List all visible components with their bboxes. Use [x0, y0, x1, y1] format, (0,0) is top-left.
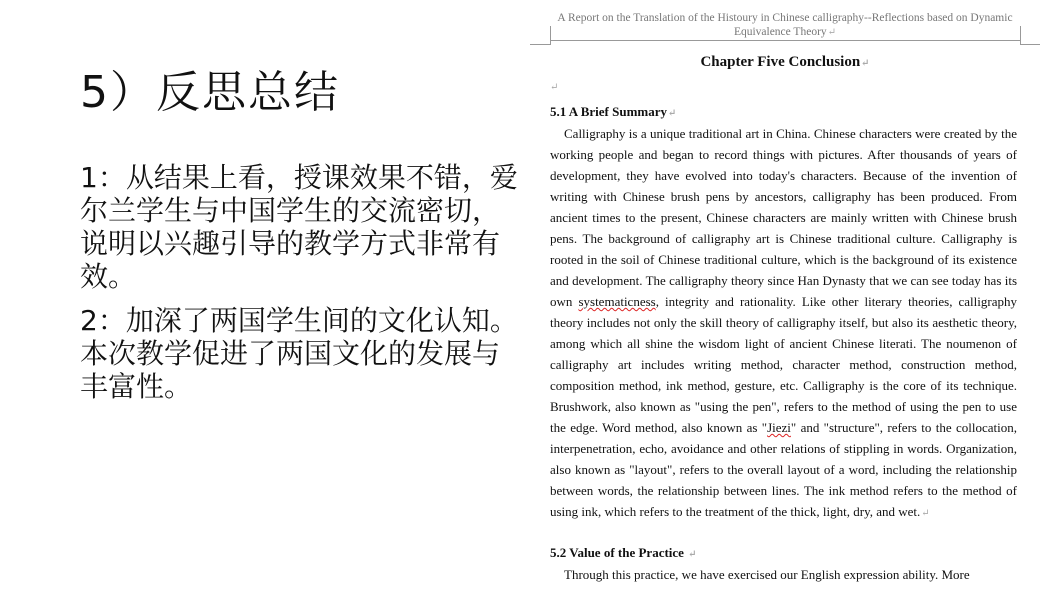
paragraph-mark-icon: ↵	[688, 549, 697, 560]
header-rule	[550, 40, 1020, 41]
chapter-title-text: Chapter Five Conclusion	[700, 54, 861, 70]
section-heading-5-2	[550, 545, 697, 561]
section-heading-text: 5.1 A Brief Summary	[550, 104, 667, 119]
summary-point-2: 2：加深了两国学生间的文化认知。本次教学促进了两国文化的发展与丰富性。	[80, 304, 518, 403]
section-5-2-paragraph: Through this practice, we have exercised our English expression ability. More	[564, 567, 970, 582]
section-heading-text: 5.2 Value of the Practice	[550, 545, 684, 560]
paragraph-text: , integrity and rationality. Like other literary theories, calligraphy theory includes not only the skill theory of calligraphy itself, but also its aesthetic theory, among which all shine the wisdom light of ancient Chinese literati. The noumenon of calligraphy art includes writing method, character method, construction method, composition method, ink method, gesture, etc. Calligraphy is the core of its technique. Brushwork, also known as "using the pen", refers to the method of using the pen to use the edge. Word method, also known as "	[550, 294, 1017, 435]
section-5-1-paragraph	[550, 123, 1017, 524]
paragraph-mark-icon: ↵	[827, 26, 837, 38]
slide-title: 5）反思总结	[80, 67, 340, 118]
paragraph-mark-icon: ↵	[668, 108, 677, 119]
crop-mark	[1020, 26, 1021, 44]
paragraph-text: " and "structure", refers to the collocation, interpenetration, echo, avoidance and other relations of stippling in words. Organization, also known as "layout", refers to the overall layout of a word, including the relationship between words, the relationship between lines. The ink method refers to the method of using ink, which refers to the treatment of the thick, light, dry, and wet.	[550, 420, 1017, 519]
summary-point-1: 1：从结果上看，授课效果不错，爱尔兰学生与中国学生的交流密切，说明以兴趣引导的教学方式非常有效。	[80, 161, 518, 293]
crop-mark	[1020, 44, 1040, 45]
document-page	[530, 0, 1046, 590]
paragraph-mark-icon: ↵	[921, 508, 930, 519]
header-text: A Report on the Translation of the Histoury in Chinese calligraphy--Reflections based on Dynamic Equivalence Theory	[557, 12, 1013, 38]
paragraph-mark-icon: ↵	[550, 82, 559, 93]
spellcheck-word: systematicness	[578, 294, 656, 309]
paragraph-mark-icon: ↵	[861, 58, 870, 69]
chapter-title	[550, 54, 1020, 71]
spellcheck-word: Jiezi	[767, 420, 791, 435]
crop-mark	[530, 44, 551, 45]
section-heading-5-1	[550, 104, 676, 120]
document-header	[550, 12, 1020, 39]
paragraph-text: Calligraphy is a unique traditional art in China. Chinese characters were created by the working people and began to record things with pictures. After thousands of years of development, they have evolved into today's characters. Because of the invention of writing with Chinese brush pens by ancestors, calligraphy has been produced. From ancient times to the present, Chinese characters are mainly written with Chinese brush pens. The background of calligraphy art is Chinese traditional culture. Calligraphy is rooted in the soil of Chinese traditional culture, which is the background of its existence and development. The calligraphy theory since Han Dynasty that we can see today has its own	[550, 126, 1017, 309]
